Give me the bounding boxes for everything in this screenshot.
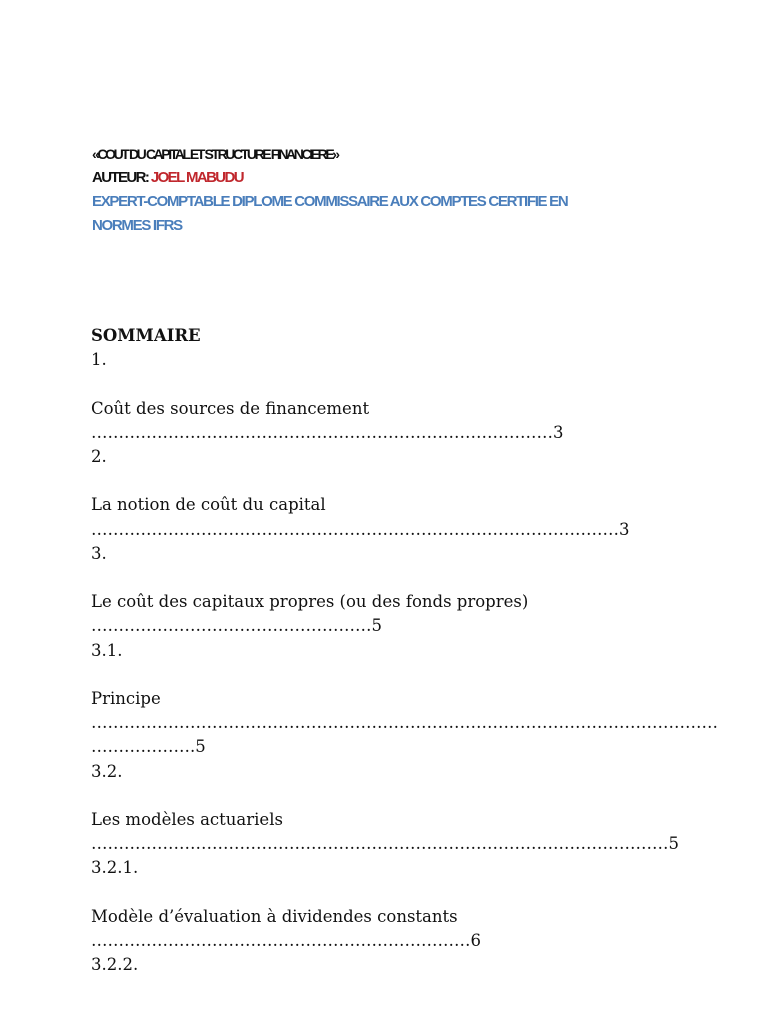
toc-entry-label[interactable]: Principe xyxy=(91,688,161,708)
author-name: JOEL MABUDU xyxy=(150,169,244,186)
toc-entry-number: 3.2.2. xyxy=(91,955,139,975)
toc-entry-number: 3.1. xyxy=(91,640,123,660)
toc-entry-leader-continued: ……………….5 xyxy=(91,737,206,757)
toc-spacer xyxy=(91,372,691,396)
toc-entry-number: 2. xyxy=(91,447,107,466)
author-label: AUTEUR: xyxy=(92,169,151,186)
toc-entry-label[interactable]: Le coût des capitaux propres (ou des fonds propres) xyxy=(91,592,529,612)
toc-entry-leader: ……………………………………………………………6 xyxy=(91,930,481,950)
toc-entry-leader: ……………………………………………………………………………………………5 xyxy=(91,834,679,854)
author-role-line-2: NORMES IFRS xyxy=(92,217,182,234)
toc-entry-number: 3. xyxy=(91,543,107,563)
toc-spacer xyxy=(91,469,691,493)
toc-entry-leader: …………………………………………………………………………………………………… xyxy=(91,713,718,733)
document-title: «COUT DU CAPITAL ET STRUCTURE FINANCIERE» xyxy=(92,146,338,162)
toc-entry-label[interactable]: Les modèles actuariels xyxy=(91,809,283,829)
toc-entry-leader: ……………………………………………………………………………………3 xyxy=(91,519,630,539)
toc-spacer xyxy=(91,784,691,808)
toc-entry-label[interactable]: La notion de coût du capital xyxy=(91,495,326,515)
toc-entry-leader: …………………………………………………………………………3 xyxy=(91,422,564,442)
toc-entry-number: 3.2. xyxy=(91,761,123,781)
author-role-line-1: EXPERT-COMPTABLE DIPLOME COMMISSAIRE AUX COMPTES CERTIFIE EN xyxy=(92,193,568,210)
toc-entry-number: 1. xyxy=(91,350,107,370)
toc-spacer xyxy=(91,663,691,687)
toc-entry-number: 3.2.1. xyxy=(91,858,139,878)
toc-entry-label[interactable]: Modèle d’évaluation à dividendes constants xyxy=(91,906,458,926)
author-line xyxy=(92,166,652,190)
toc-heading: SOMMAIRE xyxy=(91,326,201,345)
toc-entry-label[interactable]: Coût des sources de financement xyxy=(91,398,370,418)
table-of-contents xyxy=(91,324,718,977)
toc-spacer xyxy=(91,881,691,905)
document-header xyxy=(92,142,652,238)
toc-entry-leader: ……………………………………………5 xyxy=(91,616,382,636)
toc-spacer xyxy=(91,566,691,590)
